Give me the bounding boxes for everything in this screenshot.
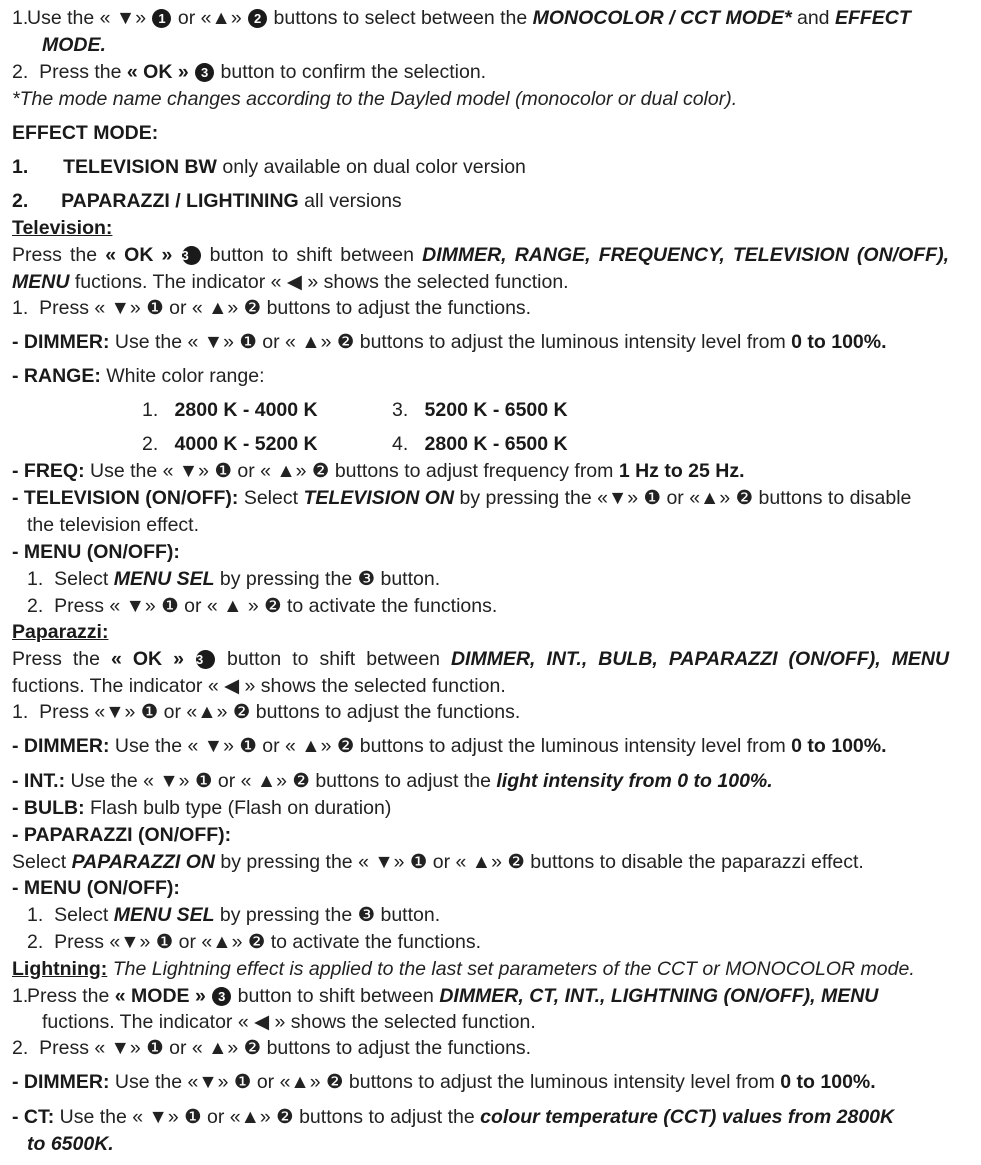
lightning-line-2: fuctions. The indicator « ◀ » shows the selected function. [42, 1011, 536, 1033]
button-2-icon: 2 [248, 9, 267, 28]
television-onoff-cont: the television effect. [27, 514, 199, 536]
mode-step-1-cont: MODE. [42, 34, 106, 56]
range-item-2: 2. 4000 K - 5200 K [142, 433, 318, 455]
paparazzi-menu: - MENU (ON/OFF): [12, 877, 180, 899]
button-3-icon: 3 [196, 650, 215, 669]
range-item-3: 3. 5200 K - 6500 K [392, 399, 568, 421]
lightning-line-1: 1. Press the « MODE » 3 button to shift between DIMMER, CT, INT., LIGHTNING (ON/OFF), MENU [12, 985, 879, 1007]
button-1-icon: 1 [152, 9, 171, 28]
lightning-ct: - CT: Use the « ▼» ❶ or «▲» ❷ buttons to adjust the colour temperature (CCT) values from 2800K [12, 1106, 895, 1128]
television-menu-2: 2. Press « ▼» ❶ or « ▲ » ❷ to activate the functions. [27, 595, 498, 617]
range-item-1: 1. 2800 K - 4000 K [142, 399, 318, 421]
effect-item-1: 1. TELEVISION BW only available on dual color version [12, 156, 526, 178]
mode-step-1: 1. Use the « ▼» 1 or «▲» 2 buttons to select between the MONOCOLOR / CCT MODE* and EFFECT [12, 7, 911, 29]
television-freq: - FREQ: Use the « ▼» ❶ or « ▲» ❷ buttons to adjust frequency from 1 Hz to 25 Hz. [12, 460, 745, 482]
lightning-ct-cont: to 6500K. [27, 1133, 114, 1155]
mode-step-2: 2. Press the « OK » 3 button to confirm the selection. [12, 61, 487, 83]
television-adjust: 1. Press « ▼» ❶ or « ▲» ❷ buttons to adjust the functions. [12, 297, 532, 319]
paparazzi-int: - INT.: Use the « ▼» ❶ or « ▲» ❷ buttons to adjust the light intensity from 0 to 100%. [12, 770, 773, 792]
paparazzi-onoff: Select PAPARAZZI ON by pressing the « ▼» ❶ or « ▲» ❷ buttons to disable the paparazzi effect. [12, 851, 864, 873]
television-menu: - MENU (ON/OFF): [12, 541, 180, 563]
television-onoff: - TELEVISION (ON/OFF): Select TELEVISION ON by pressing the «▼» ❶ or «▲» ❷ buttons to disable [12, 487, 912, 509]
paparazzi-menu-2: 2. Press «▼» ❶ or «▲» ❷ to activate the functions. [27, 931, 482, 953]
lightning-adjust: 2. Press « ▼» ❶ or « ▲» ❷ buttons to adjust the functions. [12, 1037, 532, 1059]
effect-item-2: 2. PAPARAZZI / LIGHTINING all versions [12, 190, 402, 212]
mode-footnote: *The mode name changes according to the Dayled model (monocolor or dual color). [12, 88, 738, 110]
television-dimmer: - DIMMER: Use the « ▼» ❶ or « ▲» ❷ buttons to adjust the luminous intensity level from 0 to 100%. [12, 331, 887, 353]
lightning-dimmer: - DIMMER: Use the «▼» ❶ or «▲» ❷ buttons to adjust the luminous intensity level from 0 to 100%. [12, 1071, 876, 1093]
paparazzi-onoff-label: - PAPARAZZI (ON/OFF): [12, 824, 232, 846]
paparazzi-dimmer: - DIMMER: Use the « ▼» ❶ or « ▲» ❷ buttons to adjust the luminous intensity level from 0 to 100%. [12, 735, 887, 757]
lightning-heading: Lightning: The Lightning effect is applied to the last set parameters of the CCT or MONOCOLOR mode. [12, 958, 915, 980]
button-3-icon: 3 [212, 987, 231, 1006]
button-3-icon: 3 [195, 63, 214, 82]
range-item-4: 4. 2800 K - 6500 K [392, 433, 568, 455]
paparazzi-menu-1: 1. Select MENU SEL by pressing the ❸ button. [27, 904, 441, 926]
television-range: - RANGE: White color range: [12, 365, 265, 387]
paparazzi-line-1: Press the « OK » 3 button to shift between DIMMER, INT., BULB, PAPARAZZI (ON/OFF), MENU [12, 648, 950, 670]
paparazzi-adjust: 1. Press «▼» ❶ or «▲» ❷ buttons to adjust the functions. [12, 701, 521, 723]
paparazzi-line-2: fuctions. The indicator « ◀ » shows the selected function. [12, 675, 506, 697]
television-line-1: Press the « OK » 3 button to shift between DIMMER, RANGE, FREQUENCY, TELEVISION (ON/OFF), [12, 244, 949, 266]
button-3-icon: 3 [182, 246, 201, 265]
effect-mode-heading: EFFECT MODE: [12, 122, 159, 144]
paparazzi-heading: Paparazzi: [12, 621, 109, 643]
television-menu-1: 1. Select MENU SEL by pressing the ❸ button. [27, 568, 441, 590]
paparazzi-bulb: - BULB: Flash bulb type (Flash on duration) [12, 797, 392, 819]
television-heading: Television: [12, 217, 113, 239]
television-line-2: MENU fuctions. The indicator « ◀ » shows the selected function. [12, 271, 569, 293]
